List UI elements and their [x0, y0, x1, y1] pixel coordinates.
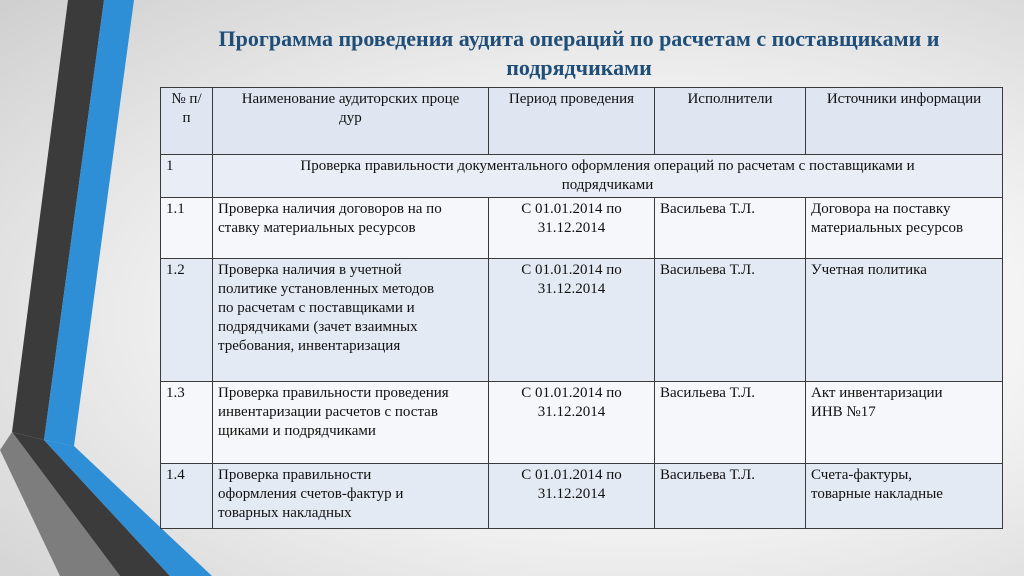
period-line: С 01.01.2014 по — [521, 201, 622, 217]
header-name-line-2: дур — [339, 110, 362, 126]
audit-program-table — [160, 87, 1003, 529]
period-line: С 01.01.2014 по — [521, 467, 622, 483]
procedure-line: по расчетам с поставщиками и — [218, 300, 415, 316]
header-number-line-1: № п/ — [171, 91, 202, 107]
title-line-2: подрядчиками — [506, 55, 652, 80]
section-title-line-1: Проверка правильности документального оформления операций по расчетам с поставщиками и — [300, 158, 915, 174]
row-source — [806, 382, 1003, 464]
row-procedure — [213, 382, 489, 464]
source-line: Счета-фактуры, — [811, 467, 913, 483]
row-number: 1.2 — [161, 259, 213, 382]
source-line: товарные накладные — [811, 486, 943, 502]
row-period — [489, 259, 655, 382]
row-procedure — [213, 259, 489, 382]
row-procedure — [213, 198, 489, 259]
header-period: Период проведения — [489, 88, 655, 155]
period-line: С 01.01.2014 по — [521, 385, 622, 401]
row-number: 1.1 — [161, 198, 213, 259]
procedure-line: Проверка правильности — [218, 467, 372, 483]
source-line: Акт инвентаризации — [811, 385, 943, 401]
row-executor: Васильева Т.Л. — [655, 259, 806, 382]
row-period — [489, 198, 655, 259]
section-number: 1 — [161, 155, 213, 198]
header-sources: Источники информации — [806, 88, 1003, 155]
table-row — [161, 259, 1003, 382]
row-executor: Васильева Т.Л. — [655, 464, 806, 529]
table-row — [161, 198, 1003, 259]
row-number: 1.3 — [161, 382, 213, 464]
section-row — [161, 155, 1003, 198]
procedure-line: требования, инвентаризация — [218, 338, 401, 354]
header-number — [161, 88, 213, 155]
procedure-line: Проверка правильности проведения — [218, 385, 449, 401]
procedure-line: политике установленных методов — [218, 281, 435, 297]
source-line: материальных ресурсов — [811, 220, 964, 236]
table-row — [161, 464, 1003, 529]
row-executor: Васильева Т.Л. — [655, 382, 806, 464]
source-line: Учетная политика — [811, 262, 927, 278]
header-executors: Исполнители — [655, 88, 806, 155]
procedure-line: инвентаризации расчетов с постав — [218, 404, 438, 420]
header-procedure-name — [213, 88, 489, 155]
period-line: 31.12.2014 — [537, 220, 606, 236]
page-title — [140, 24, 1018, 82]
procedure-line: щиками и подрядчиками — [218, 423, 376, 439]
procedure-line: Проверка наличия договоров на по — [218, 201, 442, 217]
table-row — [161, 382, 1003, 464]
row-source — [806, 259, 1003, 382]
header-name-line-1: Наименование аудиторских проце — [241, 91, 460, 107]
row-source — [806, 464, 1003, 529]
period-line: 31.12.2014 — [537, 281, 606, 297]
period-line: 31.12.2014 — [537, 486, 606, 502]
row-number: 1.4 — [161, 464, 213, 529]
source-line: ИНВ №17 — [811, 404, 876, 420]
procedure-line: оформления счетов-фактур и — [218, 486, 404, 502]
section-title — [213, 155, 1003, 198]
title-line-1: Программа проведения аудита операций по расчетам с поставщиками и — [218, 26, 940, 51]
period-line: С 01.01.2014 по — [521, 262, 622, 278]
header-number-line-2: п — [182, 110, 191, 126]
section-title-line-2: подрядчиками — [561, 177, 654, 193]
row-source — [806, 198, 1003, 259]
row-period — [489, 464, 655, 529]
period-line: 31.12.2014 — [537, 404, 606, 420]
procedure-line: ставку материальных ресурсов — [218, 220, 416, 236]
table-header-row — [161, 88, 1003, 155]
procedure-line: Проверка наличия в учетной — [218, 262, 402, 278]
source-line: Договора на поставку — [811, 201, 951, 217]
procedure-line: подрядчиками (зачет взаимных — [218, 319, 418, 335]
row-executor: Васильева Т.Л. — [655, 198, 806, 259]
row-procedure — [213, 464, 489, 529]
row-period — [489, 382, 655, 464]
procedure-line: товарных накладных — [218, 505, 352, 521]
